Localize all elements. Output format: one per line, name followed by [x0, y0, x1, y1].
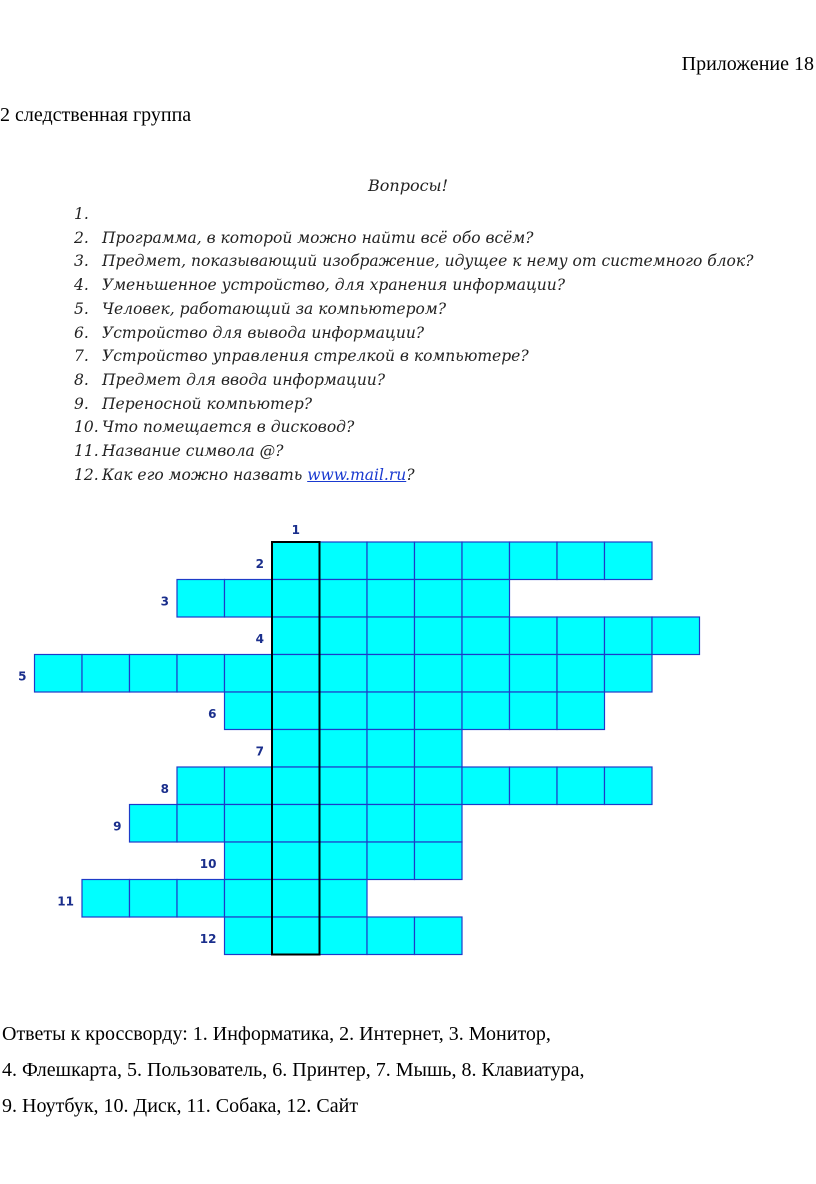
crossword-row-label: 5: [18, 669, 27, 684]
crossword-cell: [557, 542, 605, 580]
questions-title: Вопросы!: [368, 176, 448, 195]
crossword-cell: [462, 767, 510, 805]
question-item: 11. Название символа @?: [74, 442, 284, 461]
crossword-cell: [272, 917, 320, 955]
crossword-cell: [605, 542, 653, 580]
crossword-cell: [35, 655, 83, 693]
crossword-cell: [605, 617, 653, 655]
crossword-cell: [415, 542, 463, 580]
crossword-cell: [225, 767, 273, 805]
crossword-cell: [462, 542, 510, 580]
crossword-cell: [367, 580, 415, 618]
crossword-cell: [367, 542, 415, 580]
crossword-cell: [177, 805, 225, 843]
crossword-cell: [415, 617, 463, 655]
question-item: 12. Как его можно назвать www.mail.ru?: [74, 465, 415, 484]
question-item: 5. Человек, работающий за компьютером?: [74, 299, 447, 318]
crossword-cell: [510, 692, 558, 730]
crossword-row-label: 7: [255, 744, 264, 759]
crossword-cell: [225, 805, 273, 843]
answers-block: [2, 1016, 802, 1124]
crossword-row-label: 9: [113, 819, 122, 834]
crossword-cell: [272, 542, 320, 580]
crossword-cell: [367, 655, 415, 693]
crossword-column-label: 1: [291, 523, 300, 537]
question-item: 6. Устройство для вывода информации?: [74, 323, 425, 342]
crossword-cell: [225, 880, 273, 918]
crossword-cell: [510, 655, 558, 693]
question-item: 4. Уменьшенное устройство, для хранения информации?: [74, 276, 566, 295]
crossword-cell: [367, 692, 415, 730]
crossword-cell: [320, 580, 368, 618]
crossword-cell: [415, 730, 463, 768]
question-item: 10. Что помещается в дисковод?: [74, 418, 355, 437]
crossword-cell: [510, 542, 558, 580]
crossword-cell: [130, 655, 178, 693]
crossword-cell: [130, 880, 178, 918]
group-title: 2 следственная группа: [0, 104, 192, 126]
crossword-cell: [510, 767, 558, 805]
answers-line: 9. Ноутбук, 10. Диск, 11. Собака, 12. Сайт: [2, 1095, 359, 1117]
crossword-cell: [415, 842, 463, 880]
crossword-cell: [272, 805, 320, 843]
question-item: 8. Предмет для ввода информации?: [74, 370, 386, 389]
crossword-cell: [320, 542, 368, 580]
crossword-cell: [557, 655, 605, 693]
crossword-cell: [320, 917, 368, 955]
crossword-cell: [272, 692, 320, 730]
crossword-row-label: 2: [255, 557, 264, 571]
crossword-cell: [225, 580, 273, 618]
crossword-cell: [462, 692, 510, 730]
crossword-cell: [367, 842, 415, 880]
crossword-cell: [415, 655, 463, 693]
crossword-cell: [415, 767, 463, 805]
crossword-cell: [272, 730, 320, 768]
crossword-cell: [320, 880, 368, 918]
crossword-cell: [225, 692, 273, 730]
crossword-cell: [272, 880, 320, 918]
crossword-cell: [320, 842, 368, 880]
crossword-cell: [415, 580, 463, 618]
crossword-row-label: 6: [208, 707, 217, 721]
crossword-row-label: 8: [160, 782, 169, 796]
answers-line: Ответы к кроссворду: 1. Информатика, 2. Интернет, 3. Монитор,: [2, 1023, 551, 1045]
crossword-cell: [272, 617, 320, 655]
question-item: 7. Устройство управления стрелкой в компьютере?: [74, 347, 529, 366]
crossword-cell: [272, 655, 320, 693]
crossword-cell: [415, 805, 463, 843]
crossword-cell: [130, 805, 178, 843]
crossword-cell: [320, 730, 368, 768]
crossword-row-label: 10: [199, 857, 217, 871]
crossword-cell: [605, 767, 653, 805]
crossword-cell: [272, 580, 320, 618]
crossword-row-label: 11: [57, 894, 74, 909]
crossword-cell: [652, 617, 700, 655]
crossword-cell: [367, 805, 415, 843]
crossword-cell: [557, 617, 605, 655]
crossword-cell: [177, 655, 225, 693]
crossword-cell: [605, 655, 653, 693]
crossword-cell: [462, 580, 510, 618]
question-item: 3. Предмет, показывающий изображение, идущее к нему от системного блок?: [74, 252, 754, 271]
crossword-cell: [320, 655, 368, 693]
crossword-cell: [272, 842, 320, 880]
crossword-row-label: 4: [255, 632, 264, 646]
question-item: 2. Программа, в которой можно найти всё обо всём?: [74, 228, 534, 247]
crossword-cell: [225, 842, 273, 880]
crossword-cell: [225, 917, 273, 955]
crossword-cell: [415, 917, 463, 955]
crossword-cell: [557, 692, 605, 730]
crossword-cell: [557, 767, 605, 805]
appendix-number: Приложение 18: [681, 53, 814, 75]
crossword-cell: [225, 655, 273, 693]
crossword-cell: [367, 730, 415, 768]
question-item: 9. Переносной компьютер?: [74, 394, 313, 413]
crossword-cell: [510, 617, 558, 655]
crossword-cell: [415, 692, 463, 730]
crossword-cell: [272, 767, 320, 805]
crossword-cell: [82, 655, 130, 693]
crossword-cell: [320, 805, 368, 843]
crossword-cell: [320, 767, 368, 805]
crossword-row-label: 3: [160, 594, 169, 609]
crossword-cell: [367, 767, 415, 805]
crossword-cell: [320, 617, 368, 655]
crossword-cell: [82, 880, 130, 918]
crossword-cell: [177, 580, 225, 618]
answers-line: 4. Флешкарта, 5. Пользователь, 6. Принтер, 7. Мышь, 8. Клавиатура,: [2, 1059, 585, 1081]
crossword-cell: [177, 767, 225, 805]
crossword-cell: [367, 917, 415, 955]
crossword-row-label: 12: [199, 932, 217, 946]
crossword-cell: [462, 655, 510, 693]
question-item: 1.: [74, 205, 89, 223]
crossword-cell: [320, 692, 368, 730]
mail-ru-link[interactable]: www.mail.ru: [307, 465, 407, 484]
crossword-cell: [177, 880, 225, 918]
crossword-cell: [367, 617, 415, 655]
crossword-cell: [462, 617, 510, 655]
